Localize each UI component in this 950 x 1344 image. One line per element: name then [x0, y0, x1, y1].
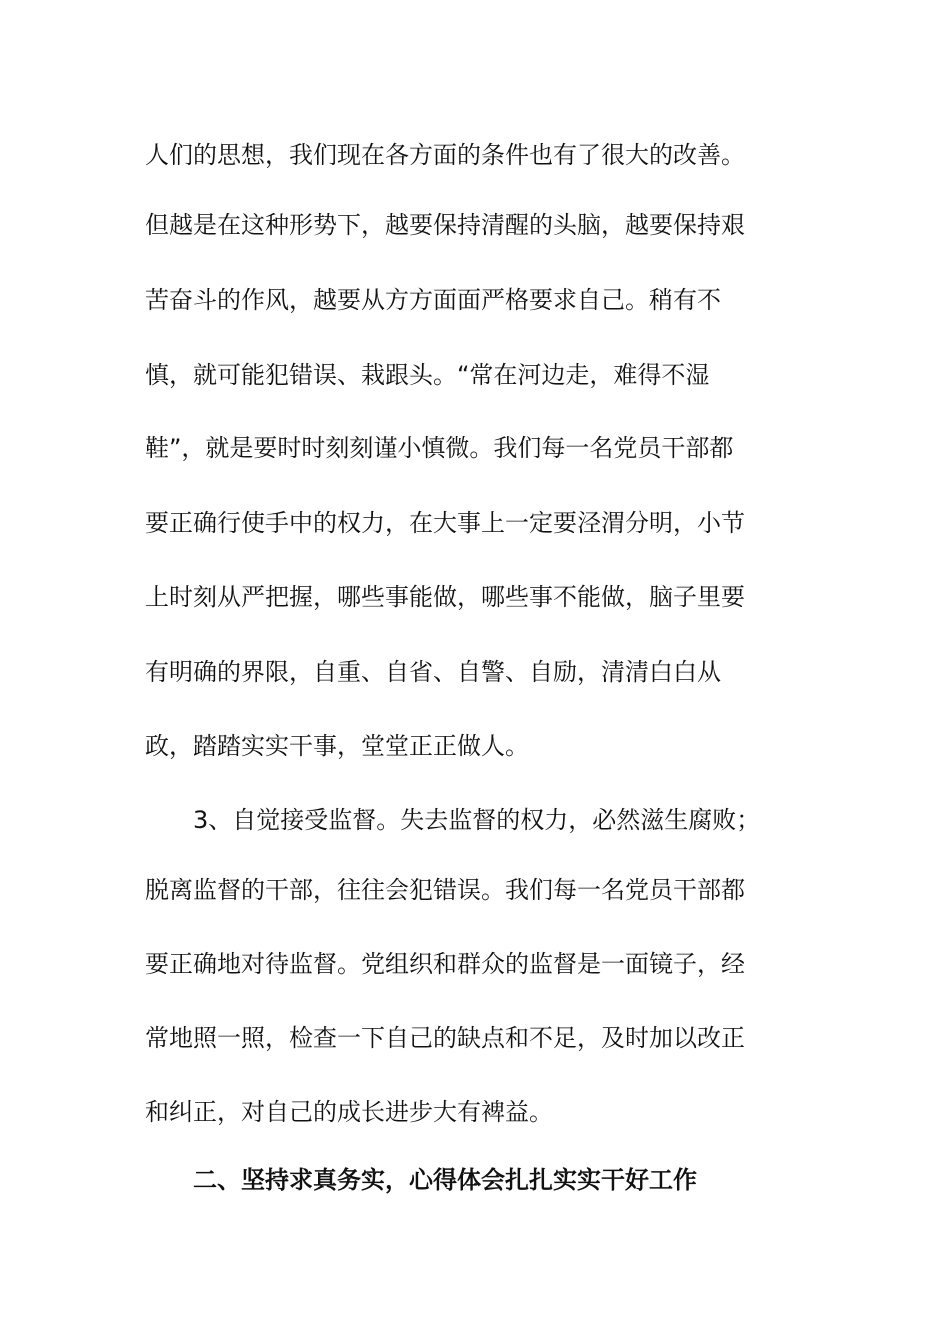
text-line-12: 要正确地对待监督。党组织和群众的监督是一面镜子，经: [145, 950, 745, 978]
text-line-8: 有明确的界限，自重、自省、自警、自励，清清白白从: [145, 658, 721, 686]
text-line-14: 和纠正，对自己的成长进步大有裨益。: [145, 1098, 553, 1126]
text-line-2: 但越是在这种形势下，越要保持清醒的头脑，越要保持艰: [145, 211, 745, 239]
text-line-9: 政，踏踏实实干事，堂堂正正做人。: [145, 732, 529, 760]
text-line-13: 常地照一照，检查一下自己的缺点和不足，及时加以改正: [145, 1024, 745, 1052]
text-line-5: 鞋”，就是要时时刻刻谨小慎微。我们每一名党员干部都: [145, 434, 734, 462]
text-line-7: 上时刻从严把握，哪些事能做，哪些事不能做，脑子里要: [145, 583, 745, 611]
text-line-11: 脱离监督的干部，往往会犯错误。我们每一名党员干部都: [145, 876, 745, 904]
section-heading: 二、坚持求真务实，心得体会扎扎实实干好工作: [193, 1166, 697, 1194]
text-line-3: 苦奋斗的作风，越要从方方面面严格要求自己。稍有不: [145, 286, 721, 314]
text-line-10: 3、自觉接受监督。失去监督的权力，必然滋生腐败；: [193, 806, 761, 834]
text-line-4: 慎，就可能犯错误、栽跟头。“常在河边走，难得不湿: [145, 361, 710, 389]
text-line-1: 人们的思想，我们现在各方面的条件也有了很大的改善。: [145, 141, 745, 169]
text-line-6: 要正确行使手中的权力，在大事上一定要泾渭分明，小节: [145, 509, 745, 537]
